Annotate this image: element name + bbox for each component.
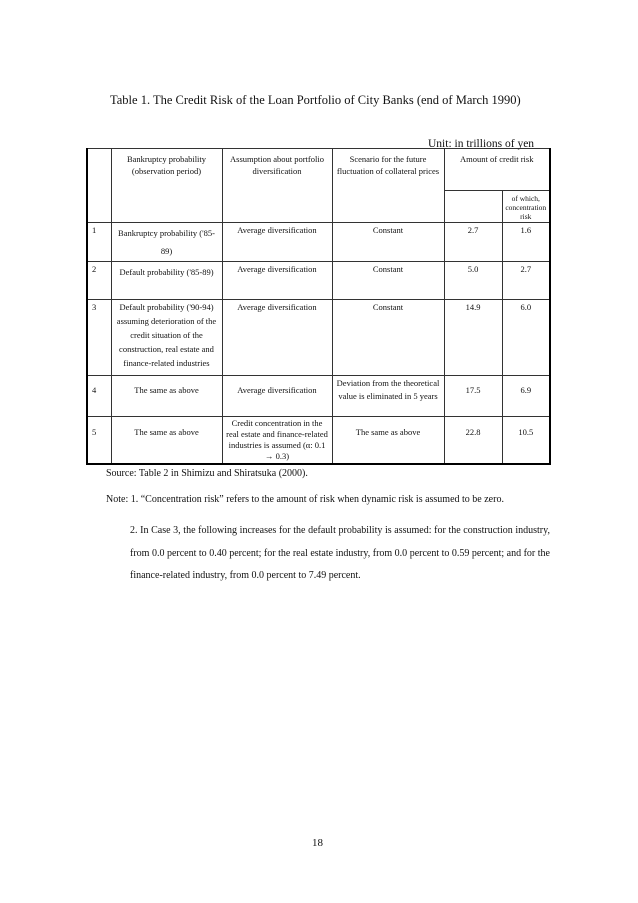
row-probability: The same as above xyxy=(111,417,222,465)
row-scenario: Deviation from the theoretical value is eliminated in 5 years xyxy=(332,376,444,417)
note-1: Note: 1. “Concentration risk” refers to the amount of risk when dynamic risk is assumed to be zero. xyxy=(106,494,504,505)
row-concentration: 1.6 xyxy=(502,223,550,262)
table-row xyxy=(87,223,550,262)
row-number: 5 xyxy=(87,417,111,465)
row-assumption: Average diversification xyxy=(222,262,332,300)
row-amount: 2.7 xyxy=(444,223,502,262)
header-collateral-scenario: Scenario for the future fluctuation of collateral prices xyxy=(332,149,444,223)
row-amount: 5.0 xyxy=(444,262,502,300)
page-number: 18 xyxy=(312,837,323,849)
row-probability: Default probability ('85-89) xyxy=(111,262,222,300)
row-amount: 14.9 xyxy=(444,300,502,376)
row-assumption: Average diversification xyxy=(222,376,332,417)
header-number xyxy=(87,149,111,223)
row-number: 2 xyxy=(87,262,111,300)
header-bankruptcy-probability: Bankruptcy probability (observation period) xyxy=(111,149,222,223)
table-caption: Table 1. The Credit Risk of the Loan Portfolio of City Banks (end of March 1990) xyxy=(110,93,521,107)
row-scenario: The same as above xyxy=(332,417,444,465)
row-concentration: 10.5 xyxy=(502,417,550,465)
row-concentration: 6.9 xyxy=(502,376,550,417)
table-row xyxy=(87,262,550,300)
row-scenario: Constant xyxy=(332,300,444,376)
table-row xyxy=(87,417,550,465)
row-amount: 17.5 xyxy=(444,376,502,417)
row-probability: Bankruptcy probability ('85-89) xyxy=(111,223,222,262)
row-assumption: Average diversification xyxy=(222,300,332,376)
row-probability: The same as above xyxy=(111,376,222,417)
row-concentration: 6.0 xyxy=(502,300,550,376)
row-scenario: Constant xyxy=(332,262,444,300)
credit-risk-table xyxy=(86,148,551,465)
row-number: 3 xyxy=(87,300,111,376)
source-note: Source: Table 2 in Shimizu and Shiratsuka (2000). xyxy=(106,468,308,479)
table-header-row xyxy=(87,149,550,191)
header-concentration-risk: of which, concentration risk xyxy=(502,191,550,223)
row-concentration: 2.7 xyxy=(502,262,550,300)
row-assumption: Average diversification xyxy=(222,223,332,262)
header-amount-credit-risk: Amount of credit risk xyxy=(444,149,550,191)
row-scenario: Constant xyxy=(332,223,444,262)
table-row xyxy=(87,376,550,417)
row-assumption: Credit concentration in the real estate and finance-related industries is assumed (α: 0.1 → 0.3) xyxy=(222,417,332,465)
unit-label: Unit: in trillions of yen xyxy=(428,138,535,150)
row-probability: Default probability ('90-94) assuming deterioration of the credit situation of the construction, real estate and finance-related industries xyxy=(111,300,222,376)
row-number: 1 xyxy=(87,223,111,262)
row-amount: 22.8 xyxy=(444,417,502,465)
note-2: 2. In Case 3, the following increases for the default probability is assumed: for the construction industry, from 0.0 percent to 0.40 percent; for the real estate industry, from 0.0 percent to 0.59 percent; and for the finance-related industry, from 0.0 percent to 7.49 percent. xyxy=(130,525,550,581)
header-amount-spacer xyxy=(444,191,502,223)
table-row xyxy=(87,300,550,376)
row-number: 4 xyxy=(87,376,111,417)
header-portfolio-assumption: Assumption about portfolio diversification xyxy=(222,149,332,223)
